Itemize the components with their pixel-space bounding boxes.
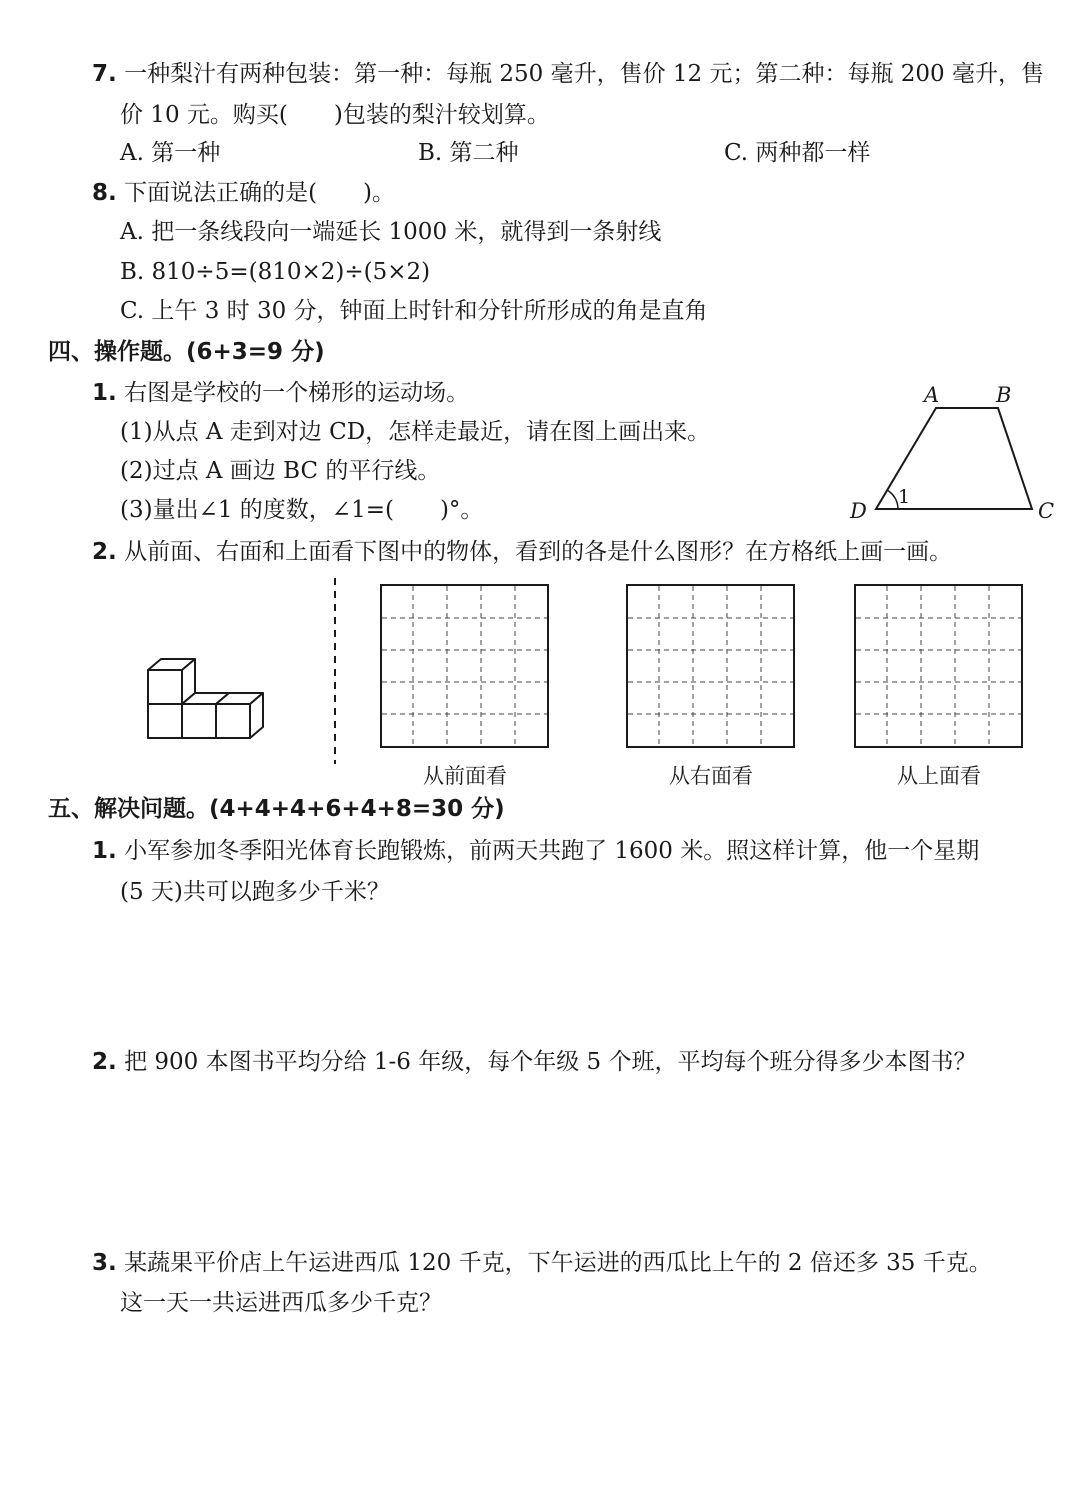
q7-text-line1: 一种梨汁有两种包装：第一种：每瓶 250 毫升，售价 12 元；第二种：每瓶 200 毫升，售 [124, 61, 1044, 87]
grid-right-view [626, 584, 796, 749]
s4q1-sub1: (1)从点 A 走到对边 CD，怎样走最近，请在图上画出来。 [120, 419, 711, 445]
q8-stem-line [92, 177, 395, 209]
s4q1-number: 1. [92, 380, 117, 406]
s5q2-line1 [92, 1046, 977, 1078]
q7-option-b: B. 第二种 [418, 140, 519, 166]
q7-option-a: A. 第一种 [120, 140, 221, 166]
caption-right-view: 从右面看 [669, 764, 753, 788]
caption-top-view: 从上面看 [897, 764, 981, 788]
vertex-a-label: A [924, 383, 940, 407]
angle-1-arc [887, 490, 898, 509]
q8-stem: 下面说法正确的是( )。 [124, 180, 396, 206]
trapezoid-diagram [840, 375, 1070, 530]
s5q3-text-line1: 某蔬果平价店上午运进西瓜 120 千克，下午运进的西瓜比上午的 2 倍还多 35 千克。 [124, 1250, 992, 1276]
s4q1-stem: 右图是学校的一个梯形的运动场。 [124, 380, 470, 406]
q7-number: 7. [92, 61, 117, 87]
s4q1-stem-line [92, 377, 469, 409]
cube-top-1 [148, 670, 182, 704]
s5q3-number: 3. [92, 1250, 117, 1276]
s5q3-text-line2: 这一天一共运进西瓜多少千克？ [120, 1290, 442, 1316]
s5q1-number: 1. [92, 838, 117, 864]
cube-bottom-1 [148, 704, 182, 738]
cube-object [140, 650, 290, 750]
s5q2-text-line1: 把 900 本图书平均分给 1-6 年级，每个年级 5 个班，平均每个班分得多少本图书？ [124, 1049, 977, 1075]
s5q1-text-line1: 小军参加冬季阳光体育长跑锻炼，前两天共跑了 1600 米。照这样计算，他一个星期 [124, 838, 980, 864]
q7-text-line2: 价 10 元。购买( )包装的梨汁较划算。 [120, 102, 550, 128]
q8-number: 8. [92, 180, 117, 206]
s4q2-stem-line [92, 536, 952, 568]
vertex-b-label: B [996, 383, 1012, 407]
s5q1-text-line2: (5 天)共可以跑多少千米？ [120, 879, 390, 905]
vertex-d-label: D [850, 499, 867, 523]
s5q2-number: 2. [92, 1049, 117, 1075]
cube-bottom-2 [182, 704, 216, 738]
grid-top-view [854, 584, 1024, 749]
grid-front-view [380, 584, 550, 749]
s4q2-stem: 从前面、右面和上面看下图中的物体，看到的各是什么图形？在方格纸上画一画。 [124, 539, 953, 565]
q8-option-a: A. 把一条线段向一端延长 1000 米，就得到一条射线 [120, 219, 662, 245]
s5q3-line1 [92, 1247, 992, 1279]
section4-title: 四、操作题。(6+3=9 分) [48, 339, 325, 365]
q8-option-c: C. 上午 3 时 30 分，钟面上时针和分针所形成的角是直角 [120, 298, 708, 324]
section5-title: 五、解决问题。(4+4+4+6+4+8=30 分) [48, 796, 505, 822]
s4q2-number: 2. [92, 539, 117, 565]
dashed-divider [330, 578, 340, 764]
s5q1-line1 [92, 835, 979, 867]
q7-line1 [92, 58, 1044, 90]
angle-1-label: 1 [898, 486, 911, 508]
s4q1-sub3: (3)量出∠1 的度数，∠1=( )°。 [120, 497, 484, 523]
q8-option-b: B. 810÷5=(810×2)÷(5×2) [120, 259, 431, 285]
caption-front-view: 从前面看 [423, 764, 507, 788]
cube-bottom-3 [216, 704, 250, 738]
q7-option-c: C. 两种都一样 [724, 140, 871, 166]
vertex-c-label: C [1038, 499, 1055, 523]
s4q1-sub2: (2)过点 A 画边 BC 的平行线。 [120, 458, 441, 484]
